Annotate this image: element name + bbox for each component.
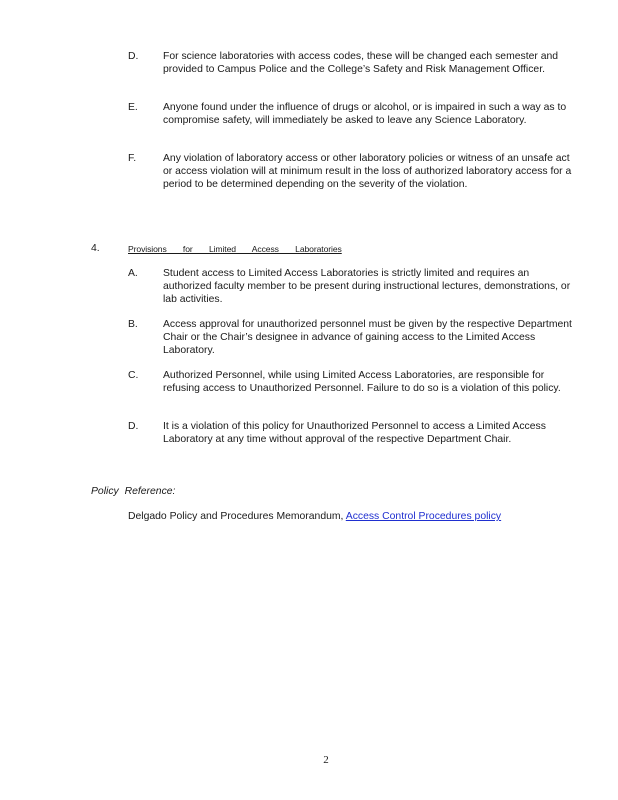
- item-text: Access approval for unauthorized personnel must be given by the respective Department Chair or the Chair’s designee in advance of gaining access to the Limited Access Laboratory.: [163, 319, 572, 356]
- item-text: Anyone found under the influence of drugs or alcohol, or is impaired in such a way as to compromise safety, will immediately be asked to leave any Science Laboratory.: [163, 102, 567, 126]
- section-number: 4.: [91, 243, 100, 254]
- item-letter: D.: [128, 51, 139, 62]
- item-letter: C.: [128, 370, 139, 381]
- item-letter: F.: [128, 153, 137, 164]
- policy-memo-line: [128, 511, 501, 522]
- item-text: For science laboratories with access codes, these will be changed each semester and provided to Campus Police and the College’s Safety and Risk Management Officer.: [163, 51, 559, 75]
- section-title: Provisions for Limited Access Laboratories: [128, 244, 342, 254]
- access-control-policy-link[interactable]: Access Control Procedures policy: [345, 511, 502, 522]
- item-letter: E.: [128, 102, 138, 113]
- policy-reference-label: Policy Reference:: [91, 486, 176, 497]
- item-letter: A.: [128, 268, 138, 279]
- page-number: 2: [323, 754, 329, 766]
- memo-text: Delgado Policy and Procedures Memorandum,: [128, 511, 344, 522]
- item-letter: B.: [128, 319, 138, 330]
- item-text: It is a violation of this policy for Unauthorized Personnel to access a Limited Access Laboratory at any time without approval of the respective Department Chair.: [163, 421, 546, 445]
- item-text: Student access to Limited Access Laboratories is strictly limited and requires an authorized faculty member to be present during instructional lectures, demonstrations, or lab activities.: [163, 268, 571, 305]
- item-text: Authorized Personnel, while using Limited Access Laboratories, are responsible for refusing access to Unauthorized Personnel. Failure to do so is a violation of this policy.: [163, 370, 561, 394]
- item-letter: D.: [128, 421, 139, 432]
- item-text: Any violation of laboratory access or other laboratory policies or witness of an unsafe act or access violation will at minimum result in the loss of authorized laboratory access for a period to be determined depending on the severity of the violation.: [163, 153, 572, 190]
